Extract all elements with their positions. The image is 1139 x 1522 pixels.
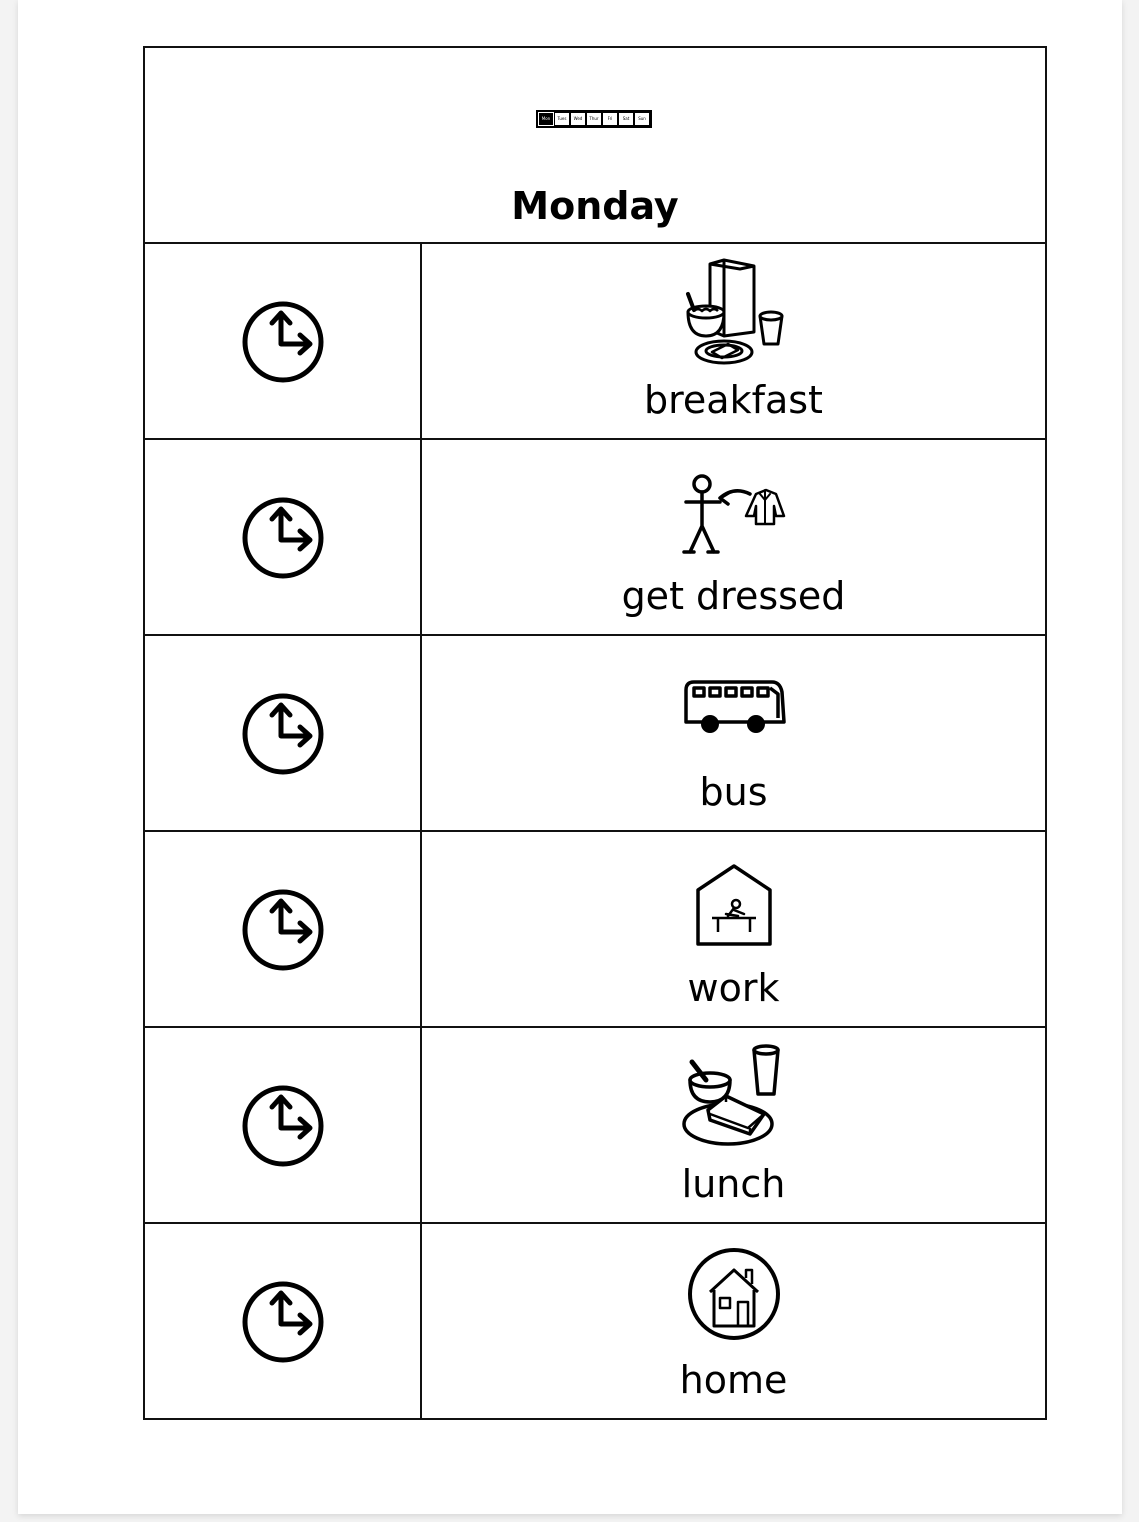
time-cell: [145, 244, 422, 438]
activity-cell: [422, 244, 1045, 438]
visual-schedule-table: [143, 46, 1047, 1420]
schedule-row-lunch: [145, 1028, 1045, 1224]
time-cell: [145, 636, 422, 830]
activity-label: work: [687, 966, 780, 1010]
clock-time-icon: [241, 888, 325, 972]
schedule-row-bus: [145, 636, 1045, 832]
schedule-row-home: [145, 1224, 1045, 1420]
time-cell: [145, 832, 422, 1026]
time-cell: [145, 1224, 422, 1420]
time-cell: [145, 440, 422, 634]
home-icon: [680, 1236, 788, 1350]
activity-cell: [422, 1028, 1045, 1222]
get-dressed-icon: [680, 452, 788, 566]
lunch-icon: [680, 1040, 788, 1154]
activity-cell: [422, 440, 1045, 634]
clock-time-icon: [241, 1084, 325, 1168]
day-fri: Fri: [603, 113, 617, 125]
day-sat: Sat: [619, 113, 633, 125]
day-strip: [536, 110, 652, 128]
day-tues: Tues: [555, 113, 569, 125]
clock-time-icon: [241, 300, 325, 384]
activity-cell: [422, 636, 1045, 830]
day-mon: Mon: [539, 113, 553, 125]
activity-label: get dressed: [621, 574, 846, 618]
activity-cell: [422, 832, 1045, 1026]
document-page: [18, 0, 1122, 1514]
activity-label: breakfast: [644, 378, 823, 422]
activity-label: lunch: [681, 1162, 786, 1206]
bus-icon: [680, 648, 788, 762]
day-wed: Wed: [571, 113, 585, 125]
activity-label: home: [679, 1358, 788, 1402]
schedule-row-work: [145, 832, 1045, 1028]
clock-time-icon: [241, 692, 325, 776]
clock-time-icon: [241, 496, 325, 580]
time-cell: [145, 1028, 422, 1222]
page-title: Monday: [511, 184, 679, 228]
clock-time-icon: [241, 1280, 325, 1364]
schedule-row-breakfast: [145, 244, 1045, 440]
work-icon: [680, 844, 788, 958]
schedule-header: [145, 48, 1045, 244]
day-thur: Thur: [587, 113, 601, 125]
day-sun: Sun: [635, 113, 649, 125]
activity-label: bus: [699, 770, 768, 814]
schedule-row-get-dressed: [145, 440, 1045, 636]
activity-cell: [422, 1224, 1045, 1420]
breakfast-icon: [680, 256, 788, 370]
